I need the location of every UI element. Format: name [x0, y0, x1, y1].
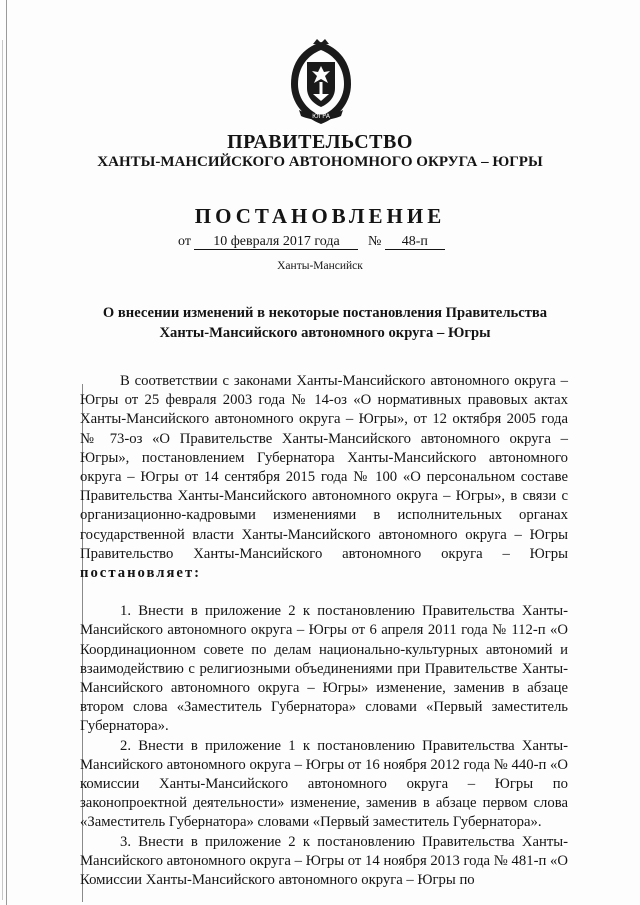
- document-body: [80, 372, 568, 890]
- subject-line-2: Ханты-Мансийского автономного округа – Югры: [159, 325, 491, 341]
- city-name: Ханты-Мансийск: [277, 260, 363, 272]
- coat-of-arms-emblem-icon: [283, 38, 359, 128]
- document-subject: [90, 303, 560, 343]
- preamble-paragraph: В соответствии с законами Ханты-Мансийского автономного округа – Югры от 25 февраля 2003 года № 14-оз «О нормативных правовых актах Ханты-Мансийского автономного округа – Югры», от 12 октября 2005 года № 73-оз «О Правительстве Ханты-Мансийского автономного округа – Югры», постановлением Губернатора Ханты-Мансийского автономного округа – Югры от 14 сентября 2015 года № 100 «О персональном составе Правительства Ханты-Мансийского автономного округа – Югры», в связи с организационно-кадровыми изменениями в исполнительных органах государственной власти Ханты-Мансийского автономного округа – Югры Правительство Ханты-Мансийского автономного округа – Югры постановляет:: [80, 373, 568, 582]
- number-label: №: [367, 234, 382, 249]
- decree-word: постановляет: [80, 565, 195, 582]
- item-2-paragraph: 2. Внести в приложение 1 к постановлению Правительства Ханты-Мансийского автономного округа – Югры от 16 ноября 2012 года № 440-п «О комиссии Ханты-Мансийского автономного округа – Югры по законопроектной деятельности» изменение, заменив в абзаце первом слова «Заместитель Губернатора» словами «Первый заместитель Губернатора».: [80, 737, 568, 831]
- subject-line-1: О внесении изменений в некоторые постановления Правительства: [102, 305, 548, 321]
- date-number-line: [178, 234, 445, 250]
- item-3-paragraph: 3. Внести в приложение 2 к постановлению Правительства Ханты-Мансийского автономного округа – Югры от 14 ноября 2013 года № 481-п «О Комиссии Ханты-Мансийского автономного округа – Югры по: [80, 833, 568, 889]
- government-subtitle: ХАНТЫ-МАНСИЙСКОГО АВТОНОМНОГО ОКРУГА – ЮГРЫ: [97, 154, 543, 170]
- document-number: 48-п: [385, 234, 445, 250]
- date-label: от: [178, 234, 191, 249]
- government-title: ПРАВИТЕЛЬСТВО: [227, 131, 413, 153]
- preamble-text: В соответствии с законами Ханты-Мансийского автономного округа – Югры от 25 февраля 2003 года № 14-оз «О нормативных правовых актах Ханты-Мансийского автономного округа – Югры», от 12 октября 2005 года № 73-оз «О Правительстве Ханты-Мансийского автономного округа – Югры», постановлением Губернатора Ханты-Мансийского автономного округа – Югры от 14 сентября 2015 года № 100 «О персональном составе Правительства Ханты-Мансийского автономного округа – Югры», в связи с организационно-кадровыми изменениями в исполнительных органах государственной власти Ханты-Мансийского автономного округа – Югры Правительство Ханты-Мансийского автономного округа – Югры: [80, 373, 568, 562]
- document-type-title: ПОСТАНОВЛЕНИЕ: [194, 204, 446, 228]
- document-date: 10 февраля 2017 года: [194, 234, 358, 250]
- item-1-paragraph: 1. Внести в приложение 2 к постановлению Правительства Ханты-Мансийского автономного округа – Югры от 6 апреля 2011 года № 112-п «О Координационном совете по делам национально-культурных автономий и взаимодействию с религиозными объединениями при Правительстве Ханты-Мансийского автономного округа – Югры» изменение, заменив в абзаце втором слова «Заместитель Губернатора» словами «Первый заместитель Губернатора».: [80, 603, 568, 735]
- svg-text:ЮГРА: ЮГРА: [312, 113, 330, 120]
